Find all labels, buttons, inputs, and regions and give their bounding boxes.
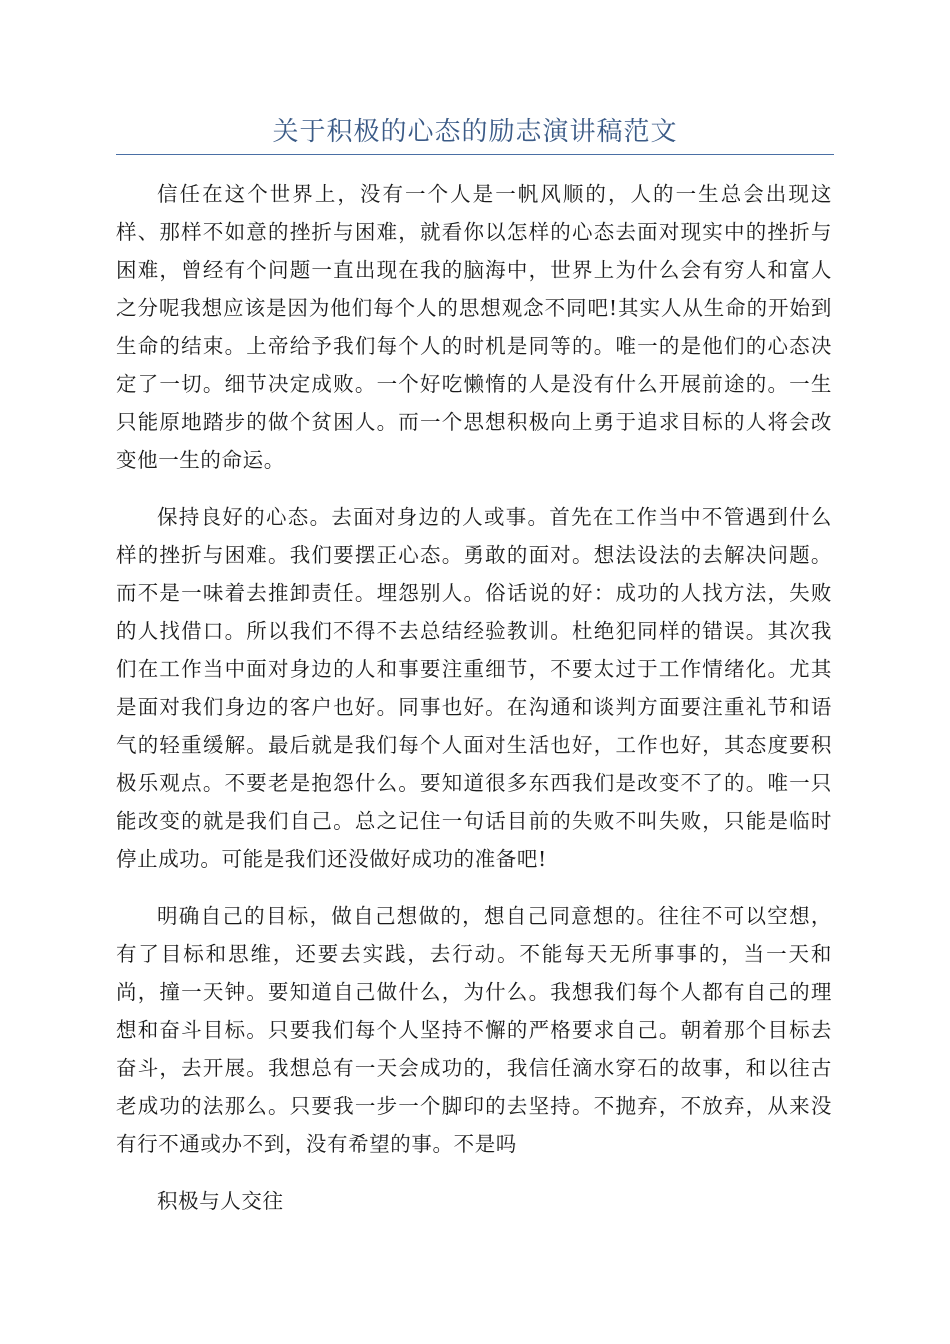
paragraph-3: 明确自己的目标，做自己想做的，想自己同意想的。往往不可以空想，有了目标和思维，还要去实践，去行动。不能每天无所事事的，当一天和尚，撞一天钟。要知道自己做什么，为什么。我想我们每个人都有自己的理想和奋斗目标。只要我们每个人坚持不懈的严格要求自己。朝着那个目标去奋斗，去开展。我想总有一天会成功的，我信任滴水穿石的故事，和以往古老成功的法那么。只要我一步一个脚印的去坚持。不抛弃，不放弃，从来没有行不通或办不到，没有希望的事。不是吗: [116, 904, 832, 1156]
paragraph-1: 信任在这个世界上，没有一个人是一帆风顺的，人的一生总会出现这样、那样不如意的挫折与困难，就看你以怎样的心态去面对现实中的挫折与困难，曾经有个问题一直出现在我的脑海中，世界上为什么会有穷人和富人之分呢我想应该是因为他们每个人的思想观念不同吧!其实人从生命的开始到生命的结束。上帝给予我们每个人的时机是同等的。唯一的是他们的心态决定了一切。细节决定成败。一个好吃懒惰的人是没有什么开展前途的。一生只能原地踏步的做个贫困人。而一个思想积极向上勇于追求目标的人将会改变他一生的命运。: [116, 182, 832, 472]
paragraph-4: 积极与人交往: [157, 1189, 284, 1213]
paragraph-2: 保持良好的心态。去面对身边的人或事。首先在工作当中不管遇到什么样的挫折与困难。我们要摆正心态。勇敢的面对。想法设法的去解决问题。而不是一味着去推卸责任。埋怨别人。俗话说的好：成功的人找方法，失败的人找借口。所以我们不得不去总结经验教训。杜绝犯同样的错误。其次我们在工作当中面对身边的人和事要注重细节，不要太过于工作情绪化。尤其是面对我们身边的客户也好。同事也好。在沟通和谈判方面要注重礼节和语气的轻重缓解。最后就是我们每个人面对生活也好，工作也好，其态度要积极乐观点。不要老是抱怨什么。要知道很多东西我们是改变不了的。唯一只能改变的就是我们自己。总之记住一句话目前的失败不叫失败，只能是临时停止成功。可能是我们还没做好成功的准备吧!: [116, 505, 832, 871]
document-body: [116, 175, 832, 1239]
title-underline: [116, 154, 834, 155]
document-title: 关于积极的心态的励志演讲稿范文: [272, 117, 678, 147]
